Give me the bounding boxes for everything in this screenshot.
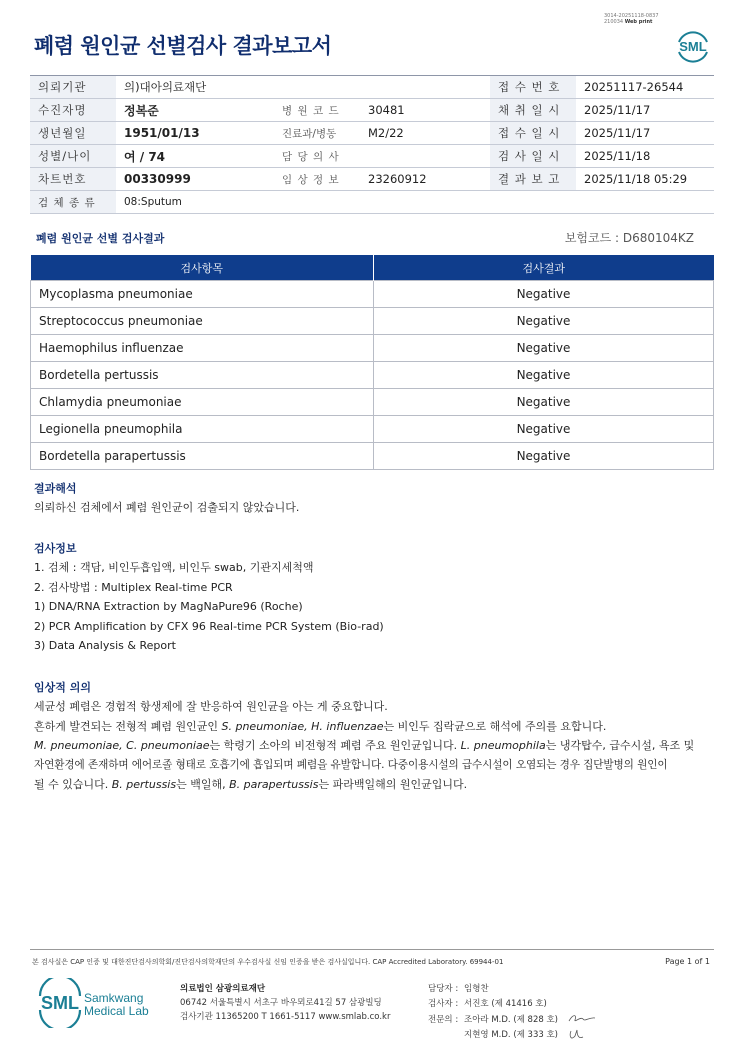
print-stamp (604, 13, 659, 25)
test-info-title: 검사정보 (34, 542, 77, 555)
sml-logo-bottom-icon (36, 978, 166, 1028)
clinical-significance-body (34, 697, 724, 795)
requester-label: 의뢰기관 (30, 76, 116, 99)
info-row (30, 191, 714, 214)
clinical-value: 23260912 (360, 168, 490, 191)
clinical-significance-title: 임상적 의의 (34, 681, 91, 694)
dept-label: 진료과/병동 (274, 122, 360, 145)
test-info-line: 1. 검체 : 객담, 비인두흡입액, 비인두 swab, 기관지세척액 (34, 561, 314, 574)
signature-1-icon (567, 1012, 597, 1026)
sml-logo-top (674, 27, 712, 69)
receipt-date-value: 2025/11/17 (576, 122, 714, 145)
doctor-label: 담 당 의 사 (274, 145, 360, 168)
clinical-line: 자연환경에 존재하며 에어로졸 형태로 호흡기에 흡입되며 폐렴을 유발합니다. 다중이용시설의 급수시설이 오염되는 경우 집단발병의 원인이 (34, 758, 668, 771)
table-row (31, 281, 714, 308)
page-number: Page 1 of 1 (665, 957, 710, 966)
chart-label: 차트번호 (30, 168, 116, 191)
test-info-body (34, 558, 384, 656)
organization-info (180, 982, 390, 1024)
sml-logo-bottom (36, 978, 166, 1032)
test-item: Chlamydia pneumoniae (31, 389, 374, 416)
clinical-line: 될 수 있습니다. B. pertussis는 백일해, B. parapertussis는 파라백일해의 원인균입니다. (34, 778, 468, 792)
test-result: Negative (374, 443, 714, 470)
collect-date-value: 2025/11/17 (576, 99, 714, 122)
chart-value: 00330999 (116, 168, 274, 191)
sml-logo-icon (674, 27, 712, 65)
col-item-header: 검사항목 (31, 255, 374, 281)
patient-info-table (30, 75, 714, 214)
report-date-value: 2025/11/18 05:29 (576, 168, 714, 191)
test-info-line: 2) PCR Amplification by CFX 96 Real-time PCR System (Bio-rad) (34, 619, 384, 633)
test-result: Negative (374, 281, 714, 308)
col-result-header: 검사결과 (374, 255, 714, 281)
patient-label: 수진자명 (30, 99, 116, 122)
info-row (30, 168, 714, 191)
dob-value: 1951/01/13 (116, 122, 274, 145)
certification-note: 본 검사실은 CAP 인증 및 대한진단검사의학회/진단검사의학재단의 우수검사실 신임 인증을 받은 검사실입니다. CAP Accredited Laboratory. 69944-01 (32, 958, 504, 966)
org-contact: 검사기관 11365200 T 1661-5117 www.smlab.co.kr (180, 1012, 391, 1022)
hospital-code-label: 병 원 코 드 (274, 99, 360, 122)
info-row (30, 99, 714, 122)
test-item: Mycoplasma pneumoniae (31, 281, 374, 308)
info-row (30, 76, 714, 99)
table-row (31, 443, 714, 470)
svg-text:Samkwang: Samkwang (84, 991, 144, 1005)
collect-date-label: 채 취 일 시 (490, 99, 576, 122)
results-header-row (31, 255, 714, 281)
table-row (31, 308, 714, 335)
interpretation-text: 의뢰하신 검체에서 폐렴 원인균이 검출되지 않았습니다. (34, 501, 300, 514)
tester-value: 서진호 (제 41416 호) (464, 999, 547, 1009)
test-item: Streptococcus pneumoniae (31, 308, 374, 335)
table-row (31, 416, 714, 443)
clinical-line: M. pneumoniae, C. pneumoniae는 학령기 소아의 비전형적 폐렴 주요 원인균입니다. L. pneumophila는 냉각탑수, 급수시설, 욕조 및 (34, 739, 695, 753)
receipt-date-label: 접 수 일 시 (490, 122, 576, 145)
insurance-code: 보험코드 : D680104KZ (564, 231, 694, 245)
sex-age-value: 여 / 74 (116, 145, 274, 168)
sex-age-label: 성별/나이 (30, 145, 116, 168)
staff-info (428, 982, 597, 1043)
hospital-code-value: 30481 (360, 99, 490, 122)
dept-value: M2/22 (360, 122, 490, 145)
receipt-no-label: 접 수 번 호 (490, 76, 576, 99)
print-id: 3014-20251118-0837 (604, 13, 659, 19)
test-info-line: 3) Data Analysis & Report (34, 639, 176, 653)
org-address: 06742 서울특별시 서초구 바우뫼로41길 57 삼광빌딩 (180, 998, 382, 1008)
doctor-value (360, 145, 490, 168)
dob-label: 생년월일 (30, 122, 116, 145)
requester-value: 의)대아의료재단 (116, 76, 490, 99)
test-result: Negative (374, 389, 714, 416)
specimen-value: 08:Sputum (116, 191, 714, 214)
org-name: 의료법인 삼광의료재단 (180, 984, 266, 994)
specialist1-value: 조아라 M.D. (제 828 호) (464, 1014, 559, 1025)
results-section-title: 폐렴 원인균 선별 검사결과 (36, 232, 165, 245)
test-result: Negative (374, 362, 714, 389)
sml-logo-text: SML (679, 39, 707, 54)
patient-value: 정복준 (116, 99, 274, 122)
table-row (31, 389, 714, 416)
report-date-label: 결 과 보 고 (490, 168, 576, 191)
test-result: Negative (374, 308, 714, 335)
manager-label: 담당자 : (428, 984, 459, 994)
receipt-no-value: 20251117-26544 (576, 76, 714, 99)
test-item: Haemophilus influenzae (31, 335, 374, 362)
clinical-label: 임 상 정 보 (274, 168, 360, 191)
test-date-label: 검 사 일 시 (490, 145, 576, 168)
test-info-line: 1) DNA/RNA Extraction by MagNaPure96 (Roche) (34, 600, 303, 614)
clinical-line: 세균성 폐렴은 경험적 항생제에 잘 반응하여 원인균을 아는 게 중요합니다. (34, 700, 388, 713)
print-mode: Web print (624, 19, 653, 25)
specialist-label: 전문의 : (428, 1014, 459, 1025)
specimen-label: 검 체 종 류 (30, 191, 116, 214)
table-row (31, 335, 714, 362)
clinical-line: 흔하게 발견되는 전형적 폐렴 원인균인 S. pneumoniae, H. influenzae는 비인두 집락균으로 해석에 주의를 요합니다. (34, 719, 607, 733)
specialist2-value: 지현영 M.D. (제 333 호) (464, 1030, 559, 1040)
signature-2-icon (567, 1028, 591, 1042)
test-date-value: 2025/11/18 (576, 145, 714, 168)
svg-text:SML: SML (41, 993, 79, 1013)
info-row (30, 122, 714, 145)
table-row (31, 362, 714, 389)
test-result: Negative (374, 416, 714, 443)
test-item: Bordetella pertussis (31, 362, 374, 389)
tester-label: 검사자 : (428, 999, 459, 1009)
print-code: 210034 (604, 19, 624, 25)
test-result: Negative (374, 335, 714, 362)
test-item: Legionella pneumophila (31, 416, 374, 443)
results-table (30, 255, 714, 470)
interpretation-title: 결과해석 (34, 482, 77, 495)
footer-divider (30, 949, 714, 950)
test-item: Bordetella parapertussis (31, 443, 374, 470)
svg-text:Medical Lab: Medical Lab (84, 1004, 149, 1018)
manager-value: 임형찬 (464, 984, 489, 994)
info-row (30, 145, 714, 168)
test-info-line: 2. 검사방법 : Multiplex Real-time PCR (34, 580, 233, 594)
report-title: 폐렴 원인균 선별검사 결과보고서 (34, 34, 332, 58)
